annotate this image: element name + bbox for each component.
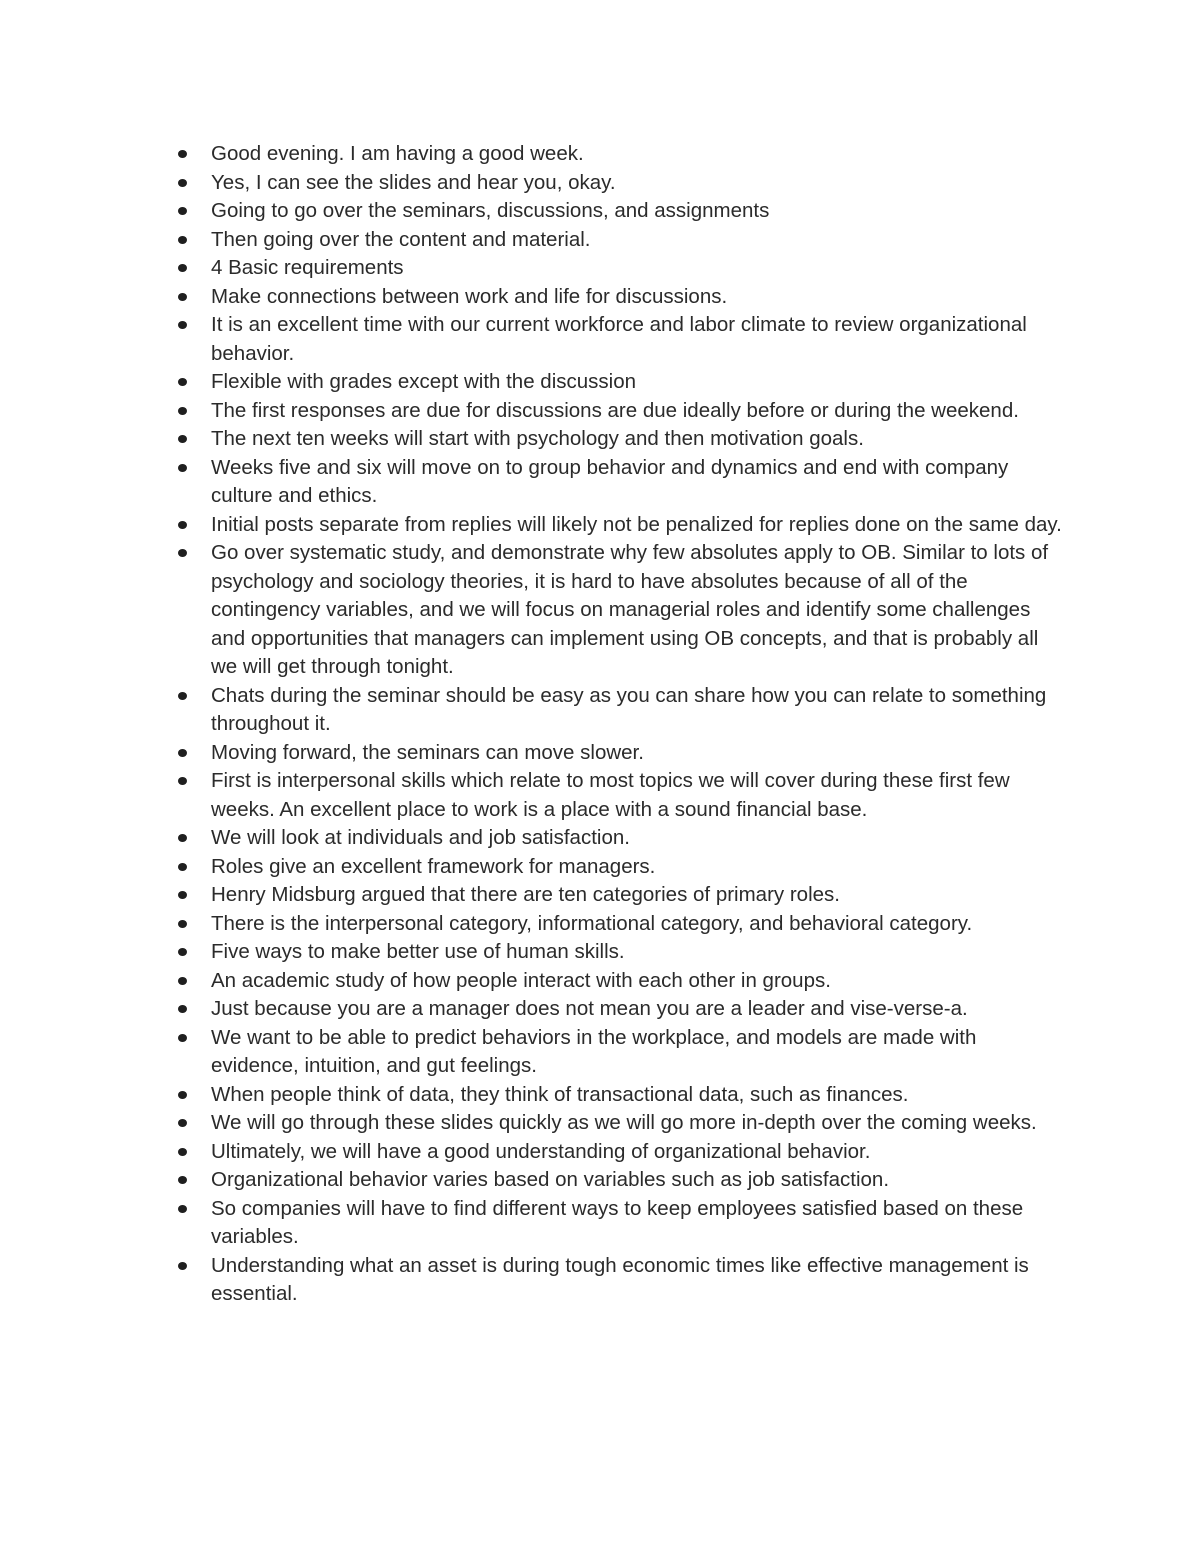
list-item-text: Weeks five and six will move on to group behavior and dynamics and end with company culture and ethics.	[211, 455, 1009, 507]
bullet-icon	[178, 834, 187, 842]
list-item-text: There is the interpersonal category, informational category, and behavioral category.	[211, 911, 973, 935]
list-item	[176, 311, 1066, 368]
list-item-text: We will look at individuals and job satisfaction.	[211, 826, 630, 849]
bullet-icon	[178, 948, 187, 956]
list-item	[176, 226, 1066, 255]
bullet-icon	[178, 1176, 187, 1184]
list-item-text: Henry Midsburg argued that there are ten categories of primary roles.	[211, 883, 840, 906]
list-item	[176, 169, 1066, 198]
bullet-icon	[178, 977, 187, 985]
list-item-text: Roles give an excellent framework for managers.	[211, 854, 656, 878]
list-item	[176, 739, 1066, 768]
bullet-icon	[178, 236, 187, 244]
bullet-icon	[178, 179, 187, 187]
list-item	[176, 425, 1066, 454]
list-item-text: The next ten weeks will start with psychology and then motivation goals.	[211, 427, 864, 450]
list-item	[176, 454, 1066, 511]
list-item-text: Understanding what an asset is during tough economic times like effective management is essential.	[211, 1253, 1029, 1305]
bullet-icon	[178, 749, 187, 757]
list-item-text: 4 Basic requirements	[211, 256, 404, 279]
bullet-icon	[178, 407, 187, 415]
list-item-text: We want to be able to predict behaviors in the workplace, and models are made with evidence, intuition, and gut feelings.	[211, 1025, 977, 1077]
list-item	[176, 995, 1066, 1024]
bullet-icon	[178, 321, 187, 329]
bullet-icon	[178, 1034, 187, 1042]
bullet-icon	[178, 521, 187, 529]
list-item	[176, 254, 1066, 283]
list-item-text: Going to go over the seminars, discussions, and assignments	[211, 199, 770, 222]
list-item-text: Good evening. I am having a good week.	[211, 142, 584, 165]
bullet-icon	[178, 435, 187, 443]
list-item-text: Yes, I can see the slides and hear you, okay.	[211, 170, 616, 194]
list-item-text: Make connections between work and life for discussions.	[211, 284, 728, 308]
list-item	[176, 1195, 1066, 1252]
bullet-icon	[178, 264, 187, 272]
list-item	[176, 397, 1066, 426]
list-item-text: When people think of data, they think of transactional data, such as finances.	[211, 1082, 909, 1106]
list-item	[176, 853, 1066, 882]
bullet-icon	[178, 1119, 187, 1127]
bullet-icon	[178, 891, 187, 899]
bullet-icon	[178, 378, 187, 386]
list-item-text: It is an excellent time with our current workforce and labor climate to review organizational behavior.	[211, 313, 1027, 365]
list-item	[176, 967, 1066, 996]
bullet-icon	[178, 293, 187, 301]
list-item	[176, 1024, 1066, 1081]
list-item	[176, 682, 1066, 739]
bullet-icon	[178, 777, 187, 785]
list-item-text: First is interpersonal skills which relate to most topics we will cover during these first few weeks. An excellent place to work is a place with a sound financial base.	[211, 769, 1010, 821]
list-item	[176, 938, 1066, 967]
list-item	[176, 1138, 1066, 1167]
bullet-icon	[178, 692, 187, 700]
list-item	[176, 368, 1066, 397]
bullet-icon	[178, 1148, 187, 1156]
list-item-text: Just because you are a manager does not mean you are a leader and vise-verse-a.	[211, 997, 968, 1020]
list-item-text: Ultimately, we will have a good understanding of organizational behavior.	[211, 1139, 871, 1163]
list-item	[176, 824, 1066, 853]
bullet-icon	[178, 549, 187, 557]
bullet-icon	[178, 920, 187, 928]
list-item	[176, 539, 1066, 682]
list-item	[176, 197, 1066, 226]
list-item	[176, 511, 1066, 540]
bullet-icon	[178, 150, 187, 158]
bullet-icon	[178, 1262, 187, 1270]
list-item-text: Flexible with grades except with the discussion	[211, 370, 637, 393]
list-item-text: Five ways to make better use of human skills.	[211, 940, 625, 963]
list-item-text: An academic study of how people interact with each other in groups.	[211, 968, 831, 992]
bullet-icon	[178, 1091, 187, 1099]
list-item-text: Initial posts separate from replies will likely not be penalized for replies done on the same day.	[211, 512, 1062, 536]
list-item-text: So companies will have to find different ways to keep employees satisfied based on these variables.	[211, 1196, 1024, 1248]
list-item-text: Organizational behavior varies based on variables such as job satisfaction.	[211, 1168, 890, 1191]
list-item-text: Go over systematic study, and demonstrate why few absolutes apply to OB. Similar to lots of psychology and sociology theories, it is hard to have absolutes because of all of the contingency variables, and we will focus on managerial roles and identify some challenges and opportunities that managers can implement using OB concepts, and that is probably all we will get through tonight.	[211, 541, 1049, 678]
list-item	[176, 1109, 1066, 1138]
list-item	[176, 1166, 1066, 1195]
bullet-list	[176, 140, 1066, 1309]
list-item	[176, 1081, 1066, 1110]
list-item	[176, 767, 1066, 824]
bullet-icon	[178, 863, 187, 871]
list-item	[176, 881, 1066, 910]
list-item-text: Chats during the seminar should be easy as you can share how you can relate to something throughout it.	[211, 683, 1047, 735]
bullet-icon	[178, 207, 187, 215]
list-item-text: We will go through these slides quickly as we will go more in-depth over the coming weeks.	[211, 1111, 1037, 1134]
bullet-icon	[178, 464, 187, 472]
list-item	[176, 140, 1066, 169]
list-item-text: Moving forward, the seminars can move slower.	[211, 740, 644, 764]
list-item	[176, 283, 1066, 312]
list-item	[176, 910, 1066, 939]
list-item-text: The first responses are due for discussions are due ideally before or during the weekend.	[211, 398, 1019, 422]
bullet-icon	[178, 1205, 187, 1213]
bullet-icon	[178, 1005, 187, 1013]
list-item-text: Then going over the content and material.	[211, 227, 591, 251]
list-item	[176, 1252, 1066, 1309]
